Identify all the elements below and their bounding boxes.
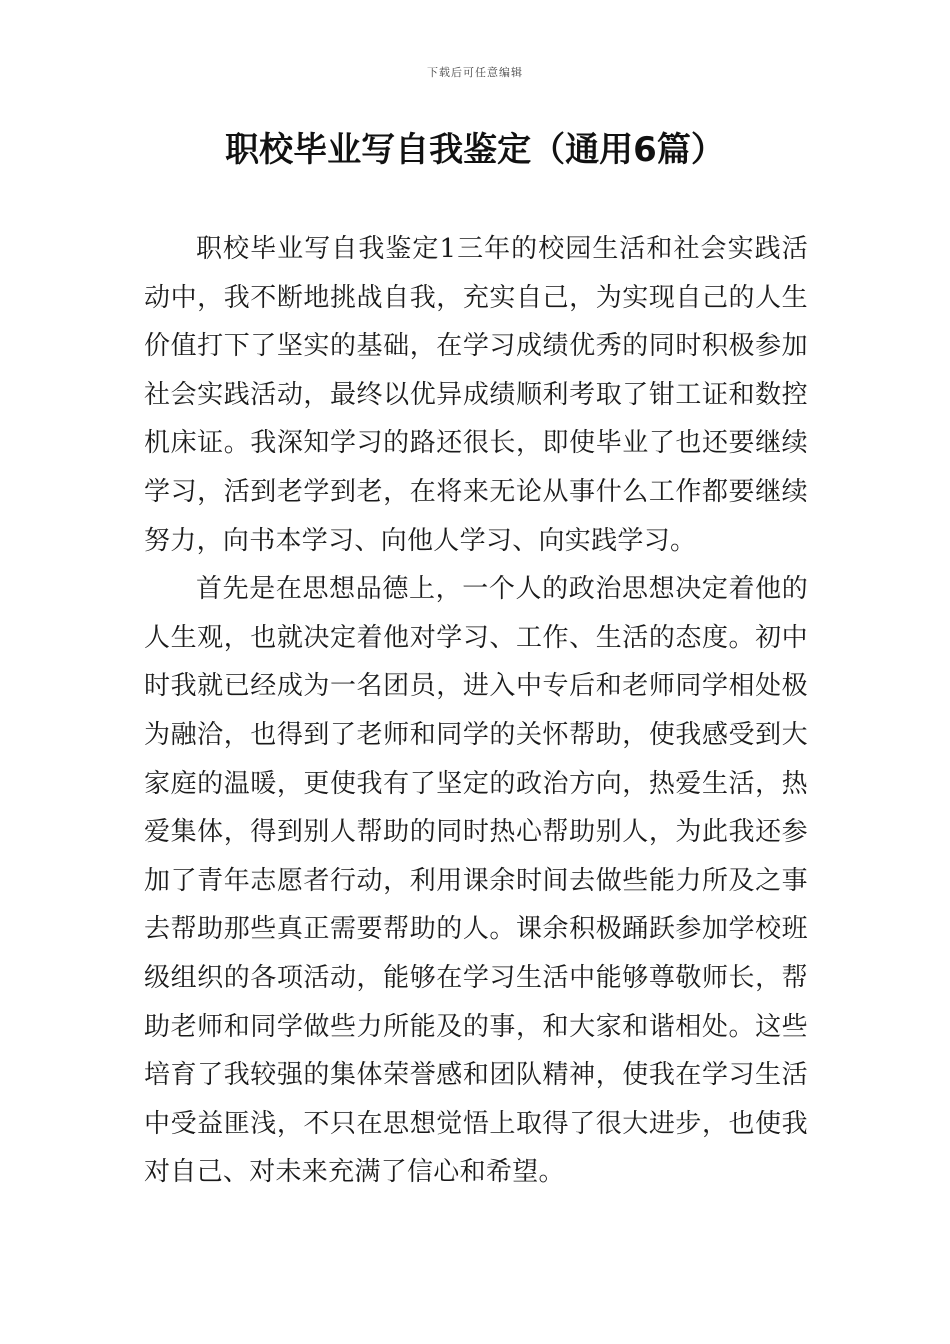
paragraph-2: 首先是在思想品德上，一个人的政治思想决定着他的人生观，也就决定着他对学习、工作、生活的态度。初中时我就已经成为一名团员，进入中专后和老师同学相处极为融洽，也得到了老师和同学的关怀帮助，使我感受到大家庭的温暖，更使我有了坚定的政治方向，热爱生活，热爱集体，得到别人帮助的同时热心帮助别人，为此我还参加了青年志愿者行动，利用课余时间去做些能力所及之事去帮助那些真正需要帮助的人。课余积极踊跃参加学校班级组织的各项活动，能够在学习生活中能够尊敬师长，帮助老师和同学做些力所能及的事，和大家和谐相处。这些培育了我较强的集体荣誉感和团队精神，使我在学习生活中受益匪浅，不只在思想觉悟上取得了很大进步，也使我对自己、对未来充满了信心和希望。: [144, 574, 808, 1188]
document-title: 职校毕业写自我鉴定（通用6篇）: [225, 130, 725, 170]
paragraph-1: 职校毕业写自我鉴定1三年的校园生活和社会实践活动中，我不断地挑战自我，充实自己，为实现自己的人生价值打下了坚实的基础，在学习成绩优秀的同时积极参加社会实践活动，最终以优异成绩顺利考取了钳工证和数控机床证。我深知学习的路还很长，即使毕业了也还要继续学习，活到老学到老，在将来无论从事什么工作都要继续努力，向书本学习、向他人学习、向实践学习。: [144, 234, 808, 556]
header-note: 下载后可任意编辑: [427, 66, 523, 79]
document-body: [144, 225, 808, 1197]
